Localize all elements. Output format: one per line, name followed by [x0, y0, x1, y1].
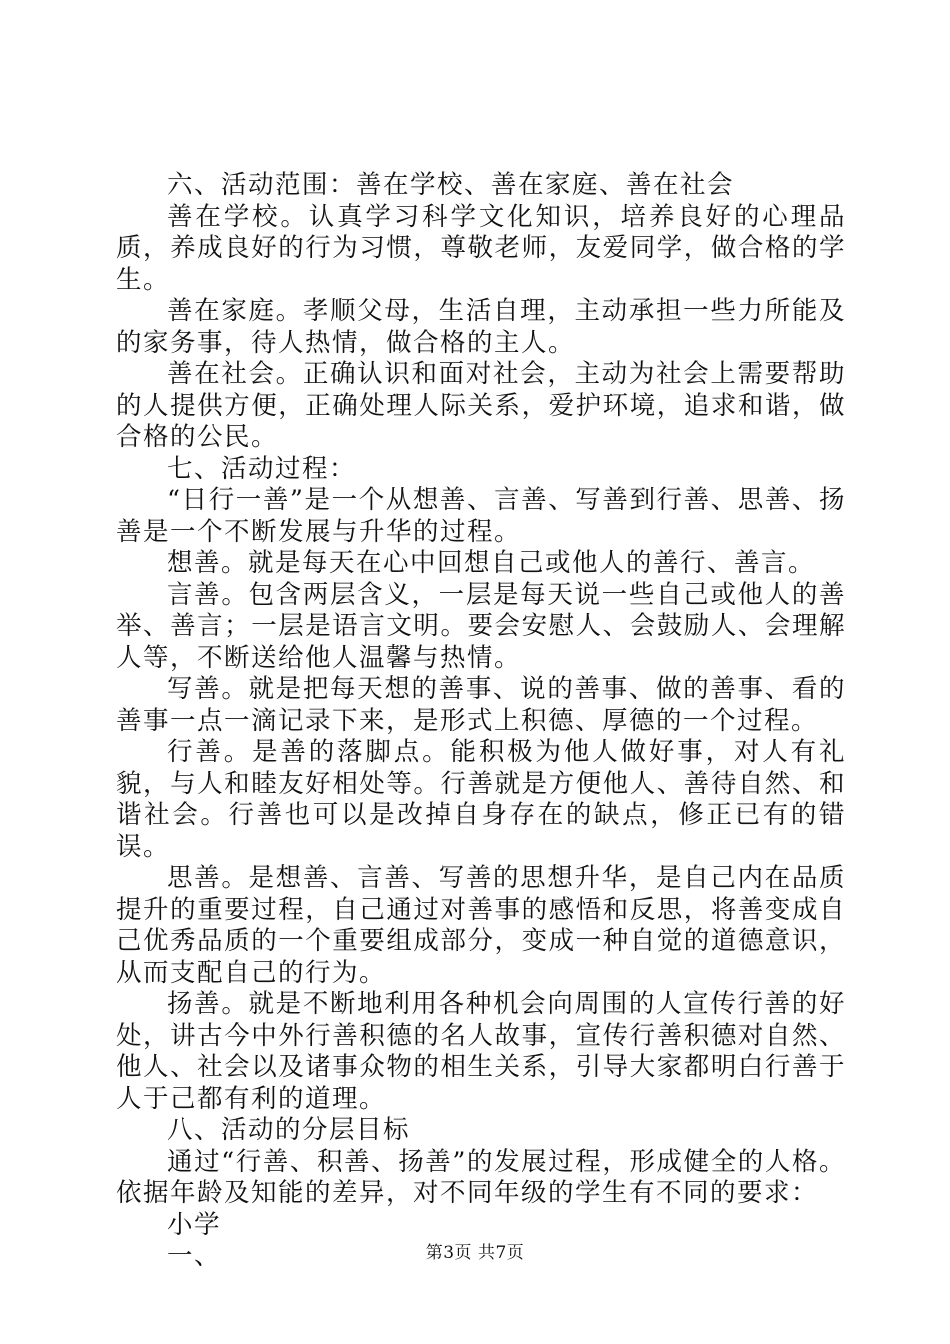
section-heading-layered-goals: 八、活动的分层目标 [167, 1115, 411, 1145]
page-footer: 第3页 共7页 [425, 1243, 525, 1263]
paragraph-daily-good-deed: “日行一善”是一个从想善、言善、写善到行善、思善、扬善是一个不断发展与升华的过程。 [116, 485, 846, 547]
section-heading-activity-scope: 六、活动范围：善在学校、善在家庭、善在社会 [167, 170, 735, 200]
paragraph-think-good: 想善。就是每天在心中回想自己或他人的善行、善言。 [167, 548, 816, 578]
paragraph-promote-good: 扬善。就是不断地利用各种机会向周围的人宣传行善的好处，讲古今中外行善积德的名人故事，宣传行善积德对自然、他人、社会以及诸事众物的相生关系，引导大家都明白行善于人于己都有利的道理。 [116, 989, 846, 1114]
subheading-primary-school: 小学 [167, 1209, 222, 1240]
paragraph-good-at-home: 善在家庭。孝顺父母，生活自理，主动承担一些力所能及的家务事，待人热情，做合格的主人。 [116, 296, 846, 358]
document-body [116, 170, 846, 1273]
list-item-one: 一、 [167, 1241, 222, 1271]
paragraph-good-in-society: 善在社会。正确认识和面对社会，主动为社会上需要帮助的人提供方便，正确处理人际关系，爱护环境，追求和谐，做合格的公民。 [116, 359, 846, 452]
paragraph-layered-goals-intro: 通过“行善、积善、扬善”的发展过程，形成健全的人格。依据年龄及知能的差异，对不同年级的学生有不同的要求： [116, 1146, 846, 1208]
paragraph-good-at-school: 善在学校。认真学习科学文化知识，培养良好的心理品质，养成良好的行为习惯，尊敬老师，友爱同学，做合格的学生。 [116, 201, 846, 295]
paragraph-write-good: 写善。就是把每天想的善事、说的善事、做的善事、看的善事一点一滴记录下来，是形式上积德、厚德的一个过程。 [116, 674, 846, 736]
paragraph-do-good: 行善。是善的落脚点。能积极为他人做好事，对人有礼貌，与人和睦友好相处等。行善就是方便他人、善待自然、和谐社会。行善也可以是改掉自身存在的缺点，修正已有的错误。 [116, 737, 846, 862]
paragraph-reflect-good: 思善。是想善、言善、写善的思想升华，是自己内在品质提升的重要过程，自己通过对善事的感悟和反思，将善变成自己优秀品质的一个重要组成部分，变成一种自觉的道德意识，从而支配自己的行为。 [116, 863, 846, 988]
paragraph-speak-good: 言善。包含两层含义，一层是每天说一些自己或他人的善举、善言；一层是语言文明。要会安慰人、会鼓励人、会理解人等，不断送给他人温馨与热情。 [116, 579, 846, 673]
section-heading-activity-process: 七、活动过程： [167, 453, 357, 484]
